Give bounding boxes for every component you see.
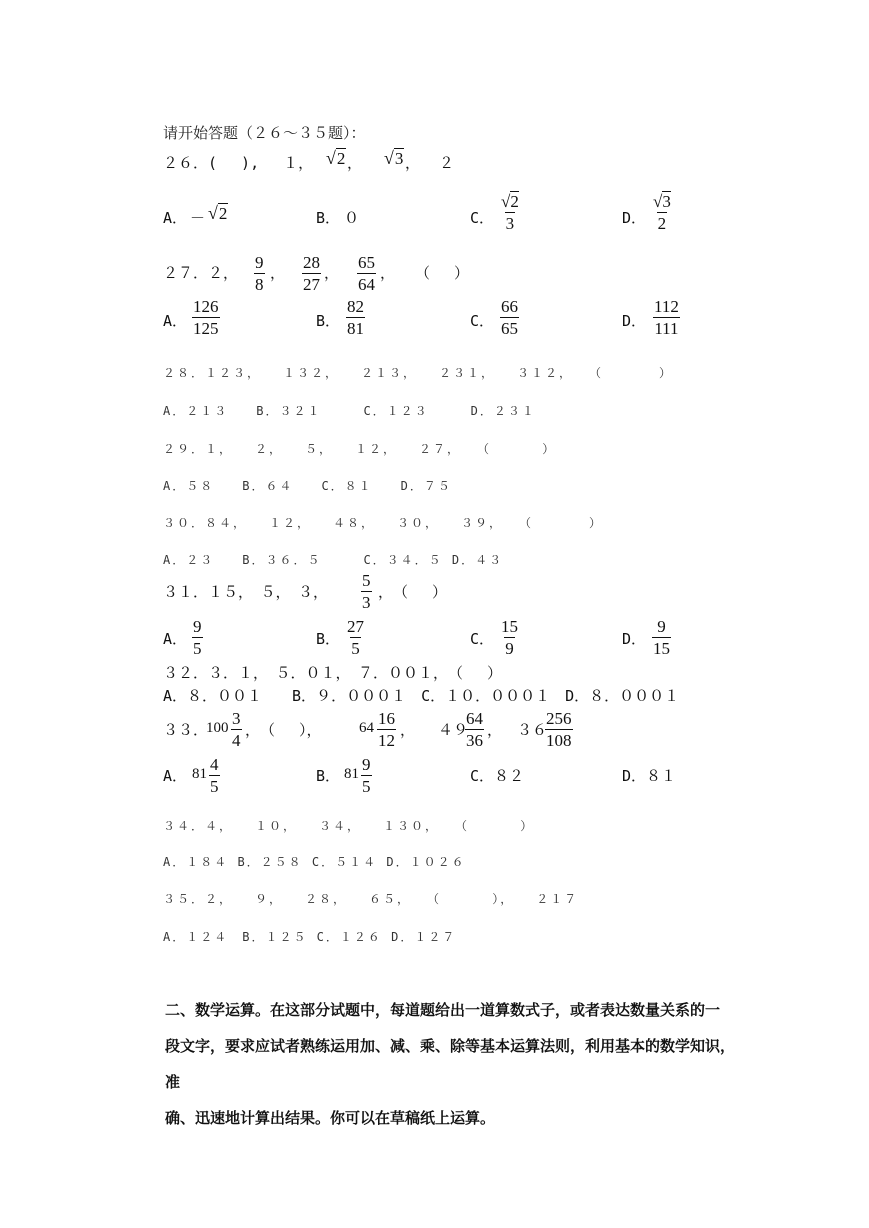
section-line-2: 段文字，要求应试者熟练运用加、减、乘、除等基本运算法则，利用基本的数学知识，准 xyxy=(165,1037,736,1091)
q26-option-c-fraction: $\frac{√2}{3}$ xyxy=(501,192,519,233)
q26-option-b-value: ０ xyxy=(344,209,360,227)
q31-stem: ３１．１５， ５， ３， xyxy=(163,583,329,601)
q33-mixed-2-fraction: $\frac{16}{12}$ xyxy=(378,709,395,750)
q27-option-d-label: D． xyxy=(622,312,647,330)
q27-option-a-fraction: $\frac{126}{125}$ xyxy=(193,297,219,338)
q33-option-d: D．８１ xyxy=(622,767,677,785)
q31-option-b-fraction: $\frac{27}{5}$ xyxy=(347,617,364,658)
q35-options: A．１２４ B．１２５ C．１２６ D．１２７ xyxy=(163,930,457,944)
q27-option-b-fraction: $\frac{82}{81}$ xyxy=(347,297,364,338)
q27-fraction-1: $\frac{9}{8}$ xyxy=(255,253,264,294)
q27-option-b-label: B． xyxy=(316,312,341,330)
q27-stem: ２７．２， xyxy=(163,264,239,282)
q27-option-c-label: C． xyxy=(470,312,495,330)
q33-option-c: C．８２ xyxy=(470,767,525,785)
q26-sqrt-3: √3 xyxy=(384,148,404,168)
q33-option-b-fraction: $\frac{9}{5}$ xyxy=(362,755,371,796)
q33-mixed-4-fraction: $\frac{256}{108}$ xyxy=(546,709,572,750)
q27-fraction-3: $\frac{65}{64}$ xyxy=(358,253,375,294)
q33-option-a-label: A． xyxy=(163,767,188,785)
section-line-1: 二、数学运算。在这部分试题中，每道题给出一道算数式子，或者表达数量关系的一 xyxy=(165,1001,721,1019)
q33-sep2: ， xyxy=(487,721,503,739)
q27-fraction-2: $\frac{28}{27}$ xyxy=(303,253,320,294)
q27-option-a-label: A． xyxy=(163,312,188,330)
q32-stem: ３２．３．１， ５．０１， ７．００１， （ ） xyxy=(163,664,503,682)
q30-options: A．２３ B．３６．５ C．３４．５ D．４３ xyxy=(163,553,504,567)
q31-option-d-label: D． xyxy=(622,630,647,648)
q33-mixed-4-whole: ３６ xyxy=(517,721,548,739)
q31-option-c-fraction: $\frac{15}{9}$ xyxy=(501,617,518,658)
q33-mixed-1-fraction: $\frac{3}{4}$ xyxy=(232,709,241,750)
q33-mixed-2-whole: 64 xyxy=(359,720,374,736)
q31-fraction: $\frac{5}{3}$ xyxy=(362,571,371,612)
q32-options: A．８．００１ B．９．０００１ C．１０．０００１ D．８．０００１ xyxy=(163,687,680,705)
q26-option-c-label: C． xyxy=(470,209,495,227)
q31-option-d-fraction: $\frac{9}{15}$ xyxy=(653,617,670,658)
q29-stem: ２９．１， ２， ５， １２， ２７， （ ） xyxy=(163,442,557,456)
q26-sep2: ， xyxy=(405,154,421,172)
instructions-heading: 请开始答题（２６～３５题）： xyxy=(163,124,366,142)
q28-options: A．２１３ B．３２１ C．１２３ D．２３１ xyxy=(163,404,536,418)
q26-option-a-sqrt: √2 xyxy=(208,203,228,223)
q31-option-c-label: C． xyxy=(470,630,495,648)
q31-option-b-label: B． xyxy=(316,630,341,648)
q26-last: ２ xyxy=(439,154,455,172)
q29-options: A．５８ B．６４ C．８１ D．７５ xyxy=(163,479,452,493)
q33-mixed-3-whole: ４９ xyxy=(438,721,469,739)
q26-option-b-label: B． xyxy=(316,209,341,227)
q27-option-c-fraction: $\frac{66}{65}$ xyxy=(501,297,518,338)
q27-sep: ， xyxy=(270,264,286,282)
q26-stem: ２６．( ), １， xyxy=(163,154,314,172)
q31-blank: ， （ ） xyxy=(378,583,448,601)
q27-sep2: ， xyxy=(324,264,340,282)
q26-option-d-label: D． xyxy=(622,209,647,227)
q33-option-b-label: B． xyxy=(316,767,341,785)
q33-option-a-fraction: $\frac{4}{5}$ xyxy=(210,755,219,796)
q33-option-a-whole: 81 xyxy=(192,766,207,782)
q27-option-d-fraction: $\frac{112}{111}$ xyxy=(654,297,679,338)
q33-stem: ３３． xyxy=(163,721,209,739)
q33-mixed-1-whole: 100 xyxy=(206,720,229,736)
q35-stem: ３５．２， ９， ２８， ６５， （ ）， ２１７ xyxy=(163,892,579,906)
q33-option-b-whole: 81 xyxy=(344,766,359,782)
q27-blank: （ ） xyxy=(415,264,470,282)
q26-option-a-label: A． xyxy=(163,209,188,227)
q26-option-a-sign: － xyxy=(190,209,206,227)
q34-stem: ３４．４， １０， ３４， １３０， （ ） xyxy=(163,819,535,833)
q31-option-a-label: A． xyxy=(163,630,188,648)
q26-option-d-fraction: $\frac{√3}{2}$ xyxy=(653,192,671,233)
q31-option-a-fraction: $\frac{9}{5}$ xyxy=(193,617,202,658)
q28-stem: ２８．１２３， １３２， ２１３， ２３１， ３１２， （ ） xyxy=(163,366,674,380)
q30-stem: ３０．８４， １２， ４８， ３０， ３９， （ ） xyxy=(163,516,604,530)
q33-mixed-3-fraction: $\frac{64}{36}$ xyxy=(466,709,483,750)
q26-sep: ， xyxy=(347,154,363,172)
q26-sqrt-2: √2 xyxy=(326,148,346,168)
q34-options: A．１８４ B．２５８ C．５１４ D．１０２６ xyxy=(163,855,466,869)
q27-sep3: ， xyxy=(380,264,396,282)
section-intro-paragraph xyxy=(165,992,745,1136)
q33-blank: ， （ ）， xyxy=(245,721,322,739)
q33-sep: ， xyxy=(400,721,416,739)
section-line-3: 确、迅速地计算出结果。你可以在草稿纸上运算。 xyxy=(165,1109,496,1127)
